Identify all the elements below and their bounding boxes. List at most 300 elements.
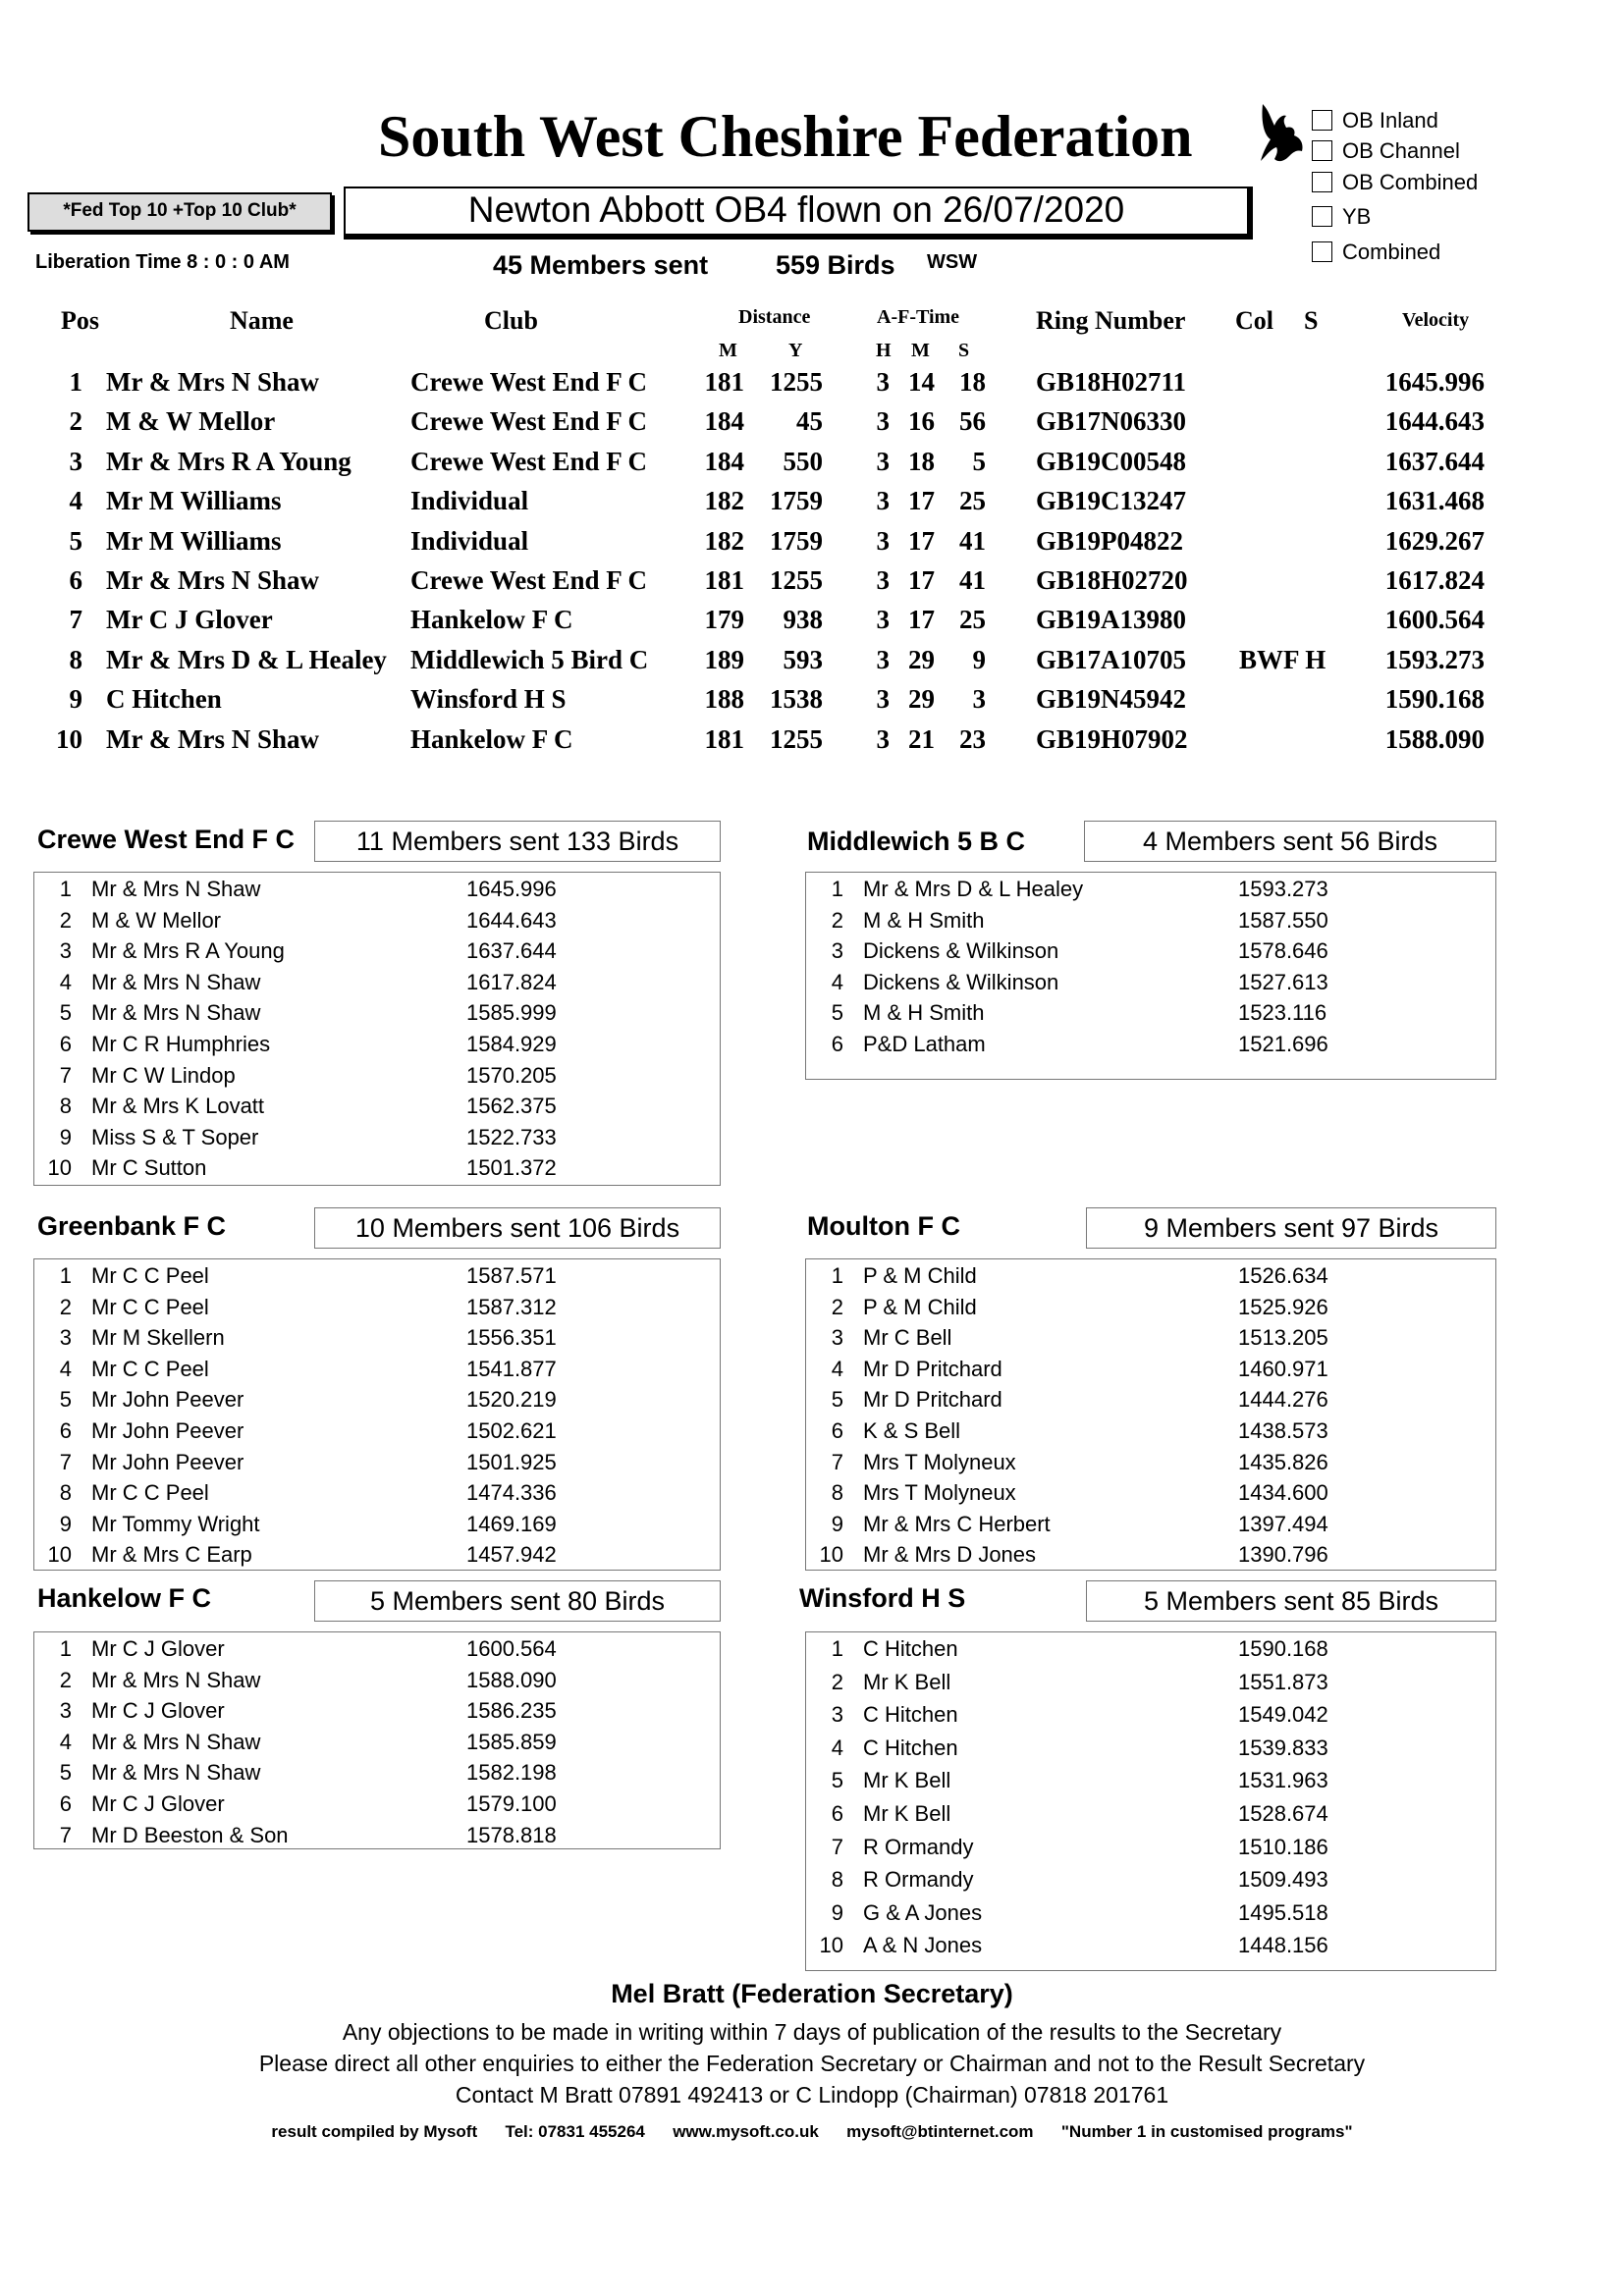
ring-number-cell: GB19N45942 [1036, 684, 1187, 715]
rank-cell: 9 [831, 1511, 843, 1536]
velocity-cell: 1434.600 [1238, 1480, 1328, 1506]
member-name-cell: Mr C Sutton [91, 1155, 207, 1181]
rank-cell: 3 [831, 1325, 843, 1351]
time-seconds-cell: 25 [959, 605, 986, 635]
velocity-cell: 1637.644 [466, 938, 557, 964]
member-name-cell: Mr K Bell [863, 1801, 951, 1826]
member-name-cell: Mrs T Molyneux [863, 1449, 1016, 1474]
pos-cell: 5 [69, 525, 82, 556]
velocity-cell: 1585.859 [466, 1729, 557, 1754]
member-name-cell: Miss S & T Soper [91, 1124, 259, 1149]
rank-cell: 6 [831, 1801, 843, 1826]
rank-cell: 7 [831, 1449, 843, 1474]
velocity-cell: 1539.833 [1238, 1735, 1328, 1760]
member-name-cell: Mr D Pritchard [863, 1387, 1002, 1413]
distance-yards-cell: 1255 [770, 565, 823, 595]
list-item [34, 1791, 720, 1822]
member-name-cell: M & H Smith [863, 907, 985, 933]
rank-cell: 5 [831, 1387, 843, 1413]
list-item [806, 1325, 1495, 1356]
checkbox-icon[interactable] [1312, 206, 1332, 227]
list-item [806, 970, 1495, 1000]
distance-miles-cell: 179 [704, 605, 744, 635]
velocity-cell: 1631.468 [1384, 486, 1485, 516]
velocity-cell: 1513.205 [1238, 1325, 1328, 1351]
table-row [0, 447, 1624, 486]
time-minutes-cell: 14 [908, 367, 935, 397]
time-seconds-cell: 9 [972, 644, 986, 674]
rank-cell: 1 [59, 877, 72, 901]
rank-cell: 3 [831, 1702, 843, 1728]
member-name-cell: Mr John Peever [91, 1449, 244, 1474]
col-club: Club [484, 306, 538, 335]
rank-cell: 6 [831, 1032, 843, 1056]
velocity-cell: 1587.571 [466, 1263, 557, 1288]
checkbox-icon[interactable] [1312, 241, 1332, 262]
list-item [806, 1263, 1495, 1294]
list-item [34, 1000, 720, 1031]
ring-number-cell: GB17N06330 [1036, 406, 1187, 437]
list-item [34, 1418, 720, 1449]
club-members-sent: 10 Members sent 106 Birds [314, 1207, 721, 1249]
time-seconds-cell: 5 [972, 446, 986, 476]
checkbox-icon[interactable] [1312, 110, 1332, 131]
velocity-cell: 1501.925 [466, 1449, 557, 1474]
rank-cell: 3 [59, 1698, 72, 1724]
option-combined[interactable]: Combined [1312, 240, 1440, 265]
member-name-cell: Mr C C Peel [91, 1263, 209, 1288]
contact-note: Contact M Bratt 07891 492413 or C Lindopp (Chairman) 07818 201761 [455, 2082, 1169, 2108]
velocity-cell: 1390.796 [1238, 1542, 1328, 1568]
list-item [34, 1125, 720, 1155]
club-name: Hankelow F C [37, 1583, 212, 1613]
col-distance: Distance [738, 306, 811, 328]
velocity-cell: 1520.219 [466, 1387, 557, 1413]
col-sex: S [1304, 306, 1319, 335]
member-name-cell: P&D Latham [863, 1032, 986, 1056]
compiler-credits: result compiled by Mysoft Tel: 07831 455264 www.mysoft.co.uk mysoft@btinternet.com "Number 1 in customised programs" [271, 2122, 1353, 2141]
table-row [0, 565, 1624, 605]
velocity-cell: 1586.235 [466, 1698, 557, 1724]
list-item [34, 877, 720, 907]
list-item [806, 1418, 1495, 1449]
member-name-cell: Mr C W Lindop [91, 1062, 236, 1088]
time-seconds-cell: 3 [972, 684, 986, 715]
distance-yards-cell: 593 [783, 644, 823, 674]
col-dist-y: Y [788, 340, 803, 361]
club-results-list [33, 1631, 721, 1849]
velocity-cell: 1584.929 [466, 1032, 557, 1056]
pos-cell: 7 [69, 605, 82, 635]
distance-miles-cell: 188 [704, 684, 744, 715]
list-item [34, 1063, 720, 1094]
member-name-cell: Mr K Bell [863, 1669, 951, 1694]
velocity-cell: 1578.646 [1238, 938, 1328, 964]
rank-cell: 6 [59, 1791, 72, 1816]
member-name-cell: Dickens & Wilkinson [863, 938, 1059, 964]
col-aftime: A-F-Time [877, 306, 960, 328]
velocity-cell: 1510.186 [1238, 1834, 1328, 1859]
rank-cell: 3 [831, 938, 843, 964]
list-item [34, 1357, 720, 1387]
velocity-cell: 1556.351 [466, 1325, 557, 1351]
rank-cell: 7 [59, 1062, 72, 1088]
velocity-cell: 1460.971 [1238, 1356, 1328, 1381]
rank-cell: 10 [819, 1933, 843, 1958]
time-hours-cell: 3 [876, 446, 890, 476]
ring-number-cell: GB17A10705 [1036, 644, 1187, 674]
velocity-cell: 1495.518 [1238, 1899, 1328, 1925]
velocity-cell: 1600.564 [466, 1636, 557, 1661]
rank-cell: 1 [59, 1263, 72, 1288]
velocity-cell: 1579.100 [466, 1791, 557, 1816]
club-name: Moulton F C [807, 1211, 960, 1241]
club-cell: Crewe West End F C [410, 367, 647, 397]
list-item [806, 1000, 1495, 1031]
time-minutes-cell: 29 [908, 684, 935, 715]
velocity-cell: 1585.999 [466, 1000, 557, 1026]
table-row [0, 645, 1624, 684]
distance-yards-cell: 1759 [770, 486, 823, 516]
time-minutes-cell: 18 [908, 446, 935, 476]
member-name-cell: Mr John Peever [91, 1387, 244, 1413]
table-row [0, 526, 1624, 565]
distance-yards-cell: 45 [796, 406, 823, 437]
table-row [0, 367, 1624, 406]
name-cell: M & W Mellor [106, 406, 276, 437]
list-item [34, 1387, 720, 1417]
rank-cell: 10 [47, 1542, 72, 1568]
distance-miles-cell: 181 [704, 367, 744, 397]
table-row [0, 724, 1624, 764]
member-name-cell: P & M Child [863, 1294, 977, 1319]
member-name-cell: Mr & Mrs R A Young [91, 938, 285, 964]
list-item [806, 1867, 1495, 1897]
option-ob-combined[interactable]: OB Combined [1312, 170, 1478, 195]
member-name-cell: Mr C J Glover [91, 1698, 225, 1724]
table-row [0, 406, 1624, 446]
rank-cell: 3 [59, 938, 72, 964]
list-item [34, 970, 720, 1000]
member-name-cell: P & M Child [863, 1263, 977, 1288]
list-item [806, 938, 1495, 969]
club-results-list [33, 1258, 721, 1571]
colour-cell: BWF H [1239, 644, 1326, 674]
velocity-cell: 1444.276 [1238, 1387, 1328, 1413]
time-seconds-cell: 41 [959, 525, 986, 556]
rank-cell: 4 [831, 1735, 843, 1760]
velocity-cell: 1501.372 [466, 1155, 557, 1181]
rank-cell: 2 [59, 1667, 72, 1692]
rank-cell: 8 [59, 1480, 72, 1506]
velocity-cell: 1457.942 [466, 1542, 557, 1568]
list-item [34, 1636, 720, 1667]
ring-number-cell: GB19H07902 [1036, 723, 1188, 754]
club-cell: Hankelow F C [410, 723, 573, 754]
rank-cell: 10 [819, 1542, 843, 1568]
pigeon-logo-icon [1253, 100, 1308, 165]
ring-number-cell: GB18H02720 [1036, 565, 1188, 595]
ring-number-cell: GB18H02711 [1036, 367, 1187, 397]
liberation-time: Liberation Time 8 : 0 : 0 AM [35, 251, 290, 273]
rank-cell: 6 [59, 1032, 72, 1056]
member-name-cell: Mr M Skellern [91, 1325, 225, 1351]
list-item [34, 1263, 720, 1294]
rank-cell: 5 [59, 1760, 72, 1786]
velocity-cell: 1469.169 [466, 1511, 557, 1536]
velocity-cell: 1509.493 [1238, 1867, 1328, 1893]
member-name-cell: Mr C C Peel [91, 1480, 209, 1506]
list-item [806, 877, 1495, 907]
velocity-cell: 1600.564 [1384, 605, 1485, 635]
member-name-cell: M & W Mellor [91, 907, 221, 933]
pos-cell: 10 [56, 723, 82, 754]
club-members-sent: 9 Members sent 97 Birds [1086, 1207, 1496, 1249]
page-title: South West Cheshire Federation [378, 104, 1193, 169]
time-hours-cell: 3 [876, 406, 890, 437]
rank-cell: 6 [59, 1418, 72, 1443]
member-name-cell: Mr C J Glover [91, 1791, 225, 1816]
velocity-cell: 1645.996 [1384, 367, 1485, 397]
distance-miles-cell: 184 [704, 446, 744, 476]
name-cell: Mr & Mrs N Shaw [106, 367, 319, 397]
member-name-cell: Mr D Beeston & Son [91, 1822, 289, 1847]
pos-cell: 8 [69, 644, 82, 674]
velocity-cell: 1523.116 [1238, 1000, 1327, 1026]
time-minutes-cell: 29 [908, 644, 935, 674]
rank-cell: 4 [59, 1356, 72, 1381]
club-cell: Winsford H S [410, 684, 567, 715]
member-name-cell: C Hitchen [863, 1735, 958, 1760]
member-name-cell: Dickens & Wilkinson [863, 969, 1059, 994]
distance-yards-cell: 550 [783, 446, 823, 476]
member-name-cell: Mr K Bell [863, 1768, 951, 1793]
rank-cell: 5 [831, 1768, 843, 1793]
rank-cell: 9 [59, 1124, 72, 1149]
pos-cell: 9 [69, 684, 82, 715]
velocity-cell: 1629.267 [1384, 525, 1485, 556]
rank-cell: 1 [59, 1636, 72, 1661]
time-seconds-cell: 23 [959, 723, 986, 754]
time-minutes-cell: 16 [908, 406, 935, 437]
member-name-cell: Mr & Mrs N Shaw [91, 969, 261, 994]
list-item [806, 1357, 1495, 1387]
member-name-cell: Mr C C Peel [91, 1294, 209, 1319]
velocity-cell: 1637.644 [1384, 446, 1485, 476]
rank-cell: 1 [831, 877, 843, 901]
option-ob-channel[interactable]: OB Channel [1312, 138, 1460, 164]
time-seconds-cell: 25 [959, 486, 986, 516]
list-item [34, 1760, 720, 1790]
name-cell: Mr & Mrs D & L Healey [106, 644, 387, 674]
member-name-cell: Mr D Pritchard [863, 1356, 1002, 1381]
list-item [806, 1900, 1495, 1931]
time-seconds-cell: 41 [959, 565, 986, 595]
club-name: Greenbank F C [37, 1211, 227, 1241]
rank-cell: 5 [831, 1000, 843, 1026]
time-hours-cell: 3 [876, 723, 890, 754]
velocity-cell: 1593.273 [1384, 644, 1485, 674]
time-minutes-cell: 17 [908, 486, 935, 516]
rank-cell: 5 [59, 1387, 72, 1413]
club-results-list [805, 872, 1496, 1080]
velocity-cell: 1474.336 [466, 1480, 557, 1506]
rank-cell: 4 [59, 1729, 72, 1754]
velocity-cell: 1522.733 [466, 1124, 557, 1149]
name-cell: Mr M Williams [106, 525, 282, 556]
list-item [34, 1295, 720, 1325]
pos-cell: 4 [69, 486, 82, 516]
velocity-cell: 1578.818 [466, 1822, 557, 1847]
rank-cell: 9 [831, 1899, 843, 1925]
member-name-cell: Mrs T Molyneux [863, 1480, 1016, 1506]
rank-cell: 2 [59, 907, 72, 933]
list-item [806, 1387, 1495, 1417]
time-hours-cell: 3 [876, 525, 890, 556]
rank-cell: 1 [831, 1263, 843, 1288]
list-item [806, 1933, 1495, 1963]
time-hours-cell: 3 [876, 684, 890, 715]
list-item [806, 1636, 1495, 1667]
pos-cell: 1 [69, 367, 82, 397]
club-name: Crewe West End F C [37, 825, 296, 854]
member-name-cell: Mr & Mrs C Herbert [863, 1511, 1051, 1536]
time-minutes-cell: 17 [908, 605, 935, 635]
option-yb[interactable]: YB [1312, 204, 1371, 230]
velocity-cell: 1617.824 [466, 969, 557, 994]
col-dist-m: M [719, 340, 737, 361]
checkbox-icon[interactable] [1312, 140, 1332, 161]
velocity-cell: 1587.312 [466, 1294, 557, 1319]
time-minutes-cell: 17 [908, 525, 935, 556]
velocity-cell: 1588.090 [1384, 723, 1485, 754]
velocity-cell: 1644.643 [466, 907, 557, 933]
club-cell: Crewe West End F C [410, 565, 647, 595]
name-cell: Mr & Mrs N Shaw [106, 723, 319, 754]
member-name-cell: C Hitchen [863, 1702, 958, 1728]
list-item [806, 1032, 1495, 1062]
velocity-cell: 1617.824 [1384, 565, 1485, 595]
member-name-cell: Mr & Mrs D Jones [863, 1542, 1037, 1568]
distance-yards-cell: 1759 [770, 525, 823, 556]
col-colour: Col [1235, 306, 1273, 335]
velocity-cell: 1590.168 [1238, 1636, 1328, 1661]
club-results-list [805, 1258, 1496, 1571]
race-title: Newton Abbott OB4 flown on 26/07/2020 [344, 187, 1253, 240]
rank-cell: 7 [831, 1834, 843, 1859]
col-time-s: S [958, 340, 970, 361]
option-ob-inland[interactable]: OB Inland [1312, 108, 1438, 133]
velocity-cell: 1644.643 [1384, 406, 1485, 437]
table-row [0, 684, 1624, 723]
time-hours-cell: 3 [876, 565, 890, 595]
pos-cell: 2 [69, 406, 82, 437]
member-name-cell: Mr C J Glover [91, 1636, 225, 1661]
velocity-cell: 1541.877 [466, 1356, 557, 1381]
velocity-cell: 1590.168 [1384, 684, 1485, 715]
list-item [806, 1835, 1495, 1865]
rank-cell: 8 [831, 1867, 843, 1893]
col-time-m: M [911, 340, 930, 361]
rank-cell: 6 [831, 1418, 843, 1443]
rank-cell: 2 [831, 907, 843, 933]
member-name-cell: Mr & Mrs N Shaw [91, 1729, 261, 1754]
list-item [34, 1698, 720, 1729]
list-item [34, 1668, 720, 1698]
col-pos: Pos [61, 306, 99, 335]
list-item [806, 1295, 1495, 1325]
rank-cell: 4 [831, 969, 843, 994]
member-name-cell: G & A Jones [863, 1899, 983, 1925]
velocity-cell: 1438.573 [1238, 1418, 1328, 1443]
distance-yards-cell: 1538 [770, 684, 823, 715]
list-item [34, 1512, 720, 1542]
rank-cell: 7 [59, 1449, 72, 1474]
members-sent: 45 Members sent [493, 250, 709, 280]
club-cell: Individual [410, 486, 529, 516]
col-name: Name [230, 306, 294, 335]
member-name-cell: Mr & Mrs C Earp [91, 1542, 252, 1568]
member-name-cell: Mr & Mrs N Shaw [91, 1000, 261, 1026]
club-members-sent: 4 Members sent 56 Birds [1084, 821, 1496, 862]
velocity-cell: 1570.205 [466, 1062, 557, 1088]
rank-cell: 7 [59, 1822, 72, 1847]
club-results-list [33, 872, 721, 1186]
distance-miles-cell: 181 [704, 565, 744, 595]
list-item [806, 1670, 1495, 1700]
time-minutes-cell: 17 [908, 565, 935, 595]
pos-cell: 3 [69, 446, 82, 476]
member-name-cell: Mr C R Humphries [91, 1032, 271, 1056]
club-cell: Crewe West End F C [410, 406, 647, 437]
checkbox-icon[interactable] [1312, 172, 1332, 192]
velocity-cell: 1528.674 [1238, 1801, 1328, 1826]
col-ring: Ring Number [1036, 306, 1186, 335]
club-cell: Individual [410, 525, 529, 556]
name-cell: Mr & Mrs R A Young [106, 446, 352, 476]
rank-cell: 2 [831, 1294, 843, 1319]
list-item [806, 1735, 1495, 1766]
rank-cell: 4 [59, 969, 72, 994]
member-name-cell: Mr C C Peel [91, 1356, 209, 1381]
member-name-cell: C Hitchen [863, 1636, 958, 1661]
wind-direction: WSW [927, 251, 978, 273]
time-hours-cell: 3 [876, 605, 890, 635]
distance-miles-cell: 182 [704, 525, 744, 556]
list-item [34, 1325, 720, 1356]
club-name: Middlewich 5 B C [807, 827, 1026, 856]
member-name-cell: M & H Smith [863, 1000, 985, 1026]
velocity-cell: 1525.926 [1238, 1294, 1328, 1319]
rank-cell: 2 [831, 1669, 843, 1694]
distance-yards-cell: 938 [783, 605, 823, 635]
table-row [0, 486, 1624, 525]
club-members-sent: 5 Members sent 80 Birds [314, 1580, 721, 1622]
club-cell: Crewe West End F C [410, 446, 647, 476]
member-name-cell: Mr & Mrs N Shaw [91, 1667, 261, 1692]
member-name-cell: Mr & Mrs N Shaw [91, 1760, 261, 1786]
rank-cell: 2 [59, 1294, 72, 1319]
member-name-cell: Mr & Mrs N Shaw [91, 877, 261, 901]
member-name-cell: Mr John Peever [91, 1418, 244, 1443]
rank-cell: 3 [59, 1325, 72, 1351]
list-item [34, 908, 720, 938]
time-hours-cell: 3 [876, 367, 890, 397]
ring-number-cell: GB19A13980 [1036, 605, 1187, 635]
rank-cell: 1 [831, 1636, 843, 1661]
velocity-cell: 1588.090 [466, 1667, 557, 1692]
list-item [34, 1823, 720, 1853]
